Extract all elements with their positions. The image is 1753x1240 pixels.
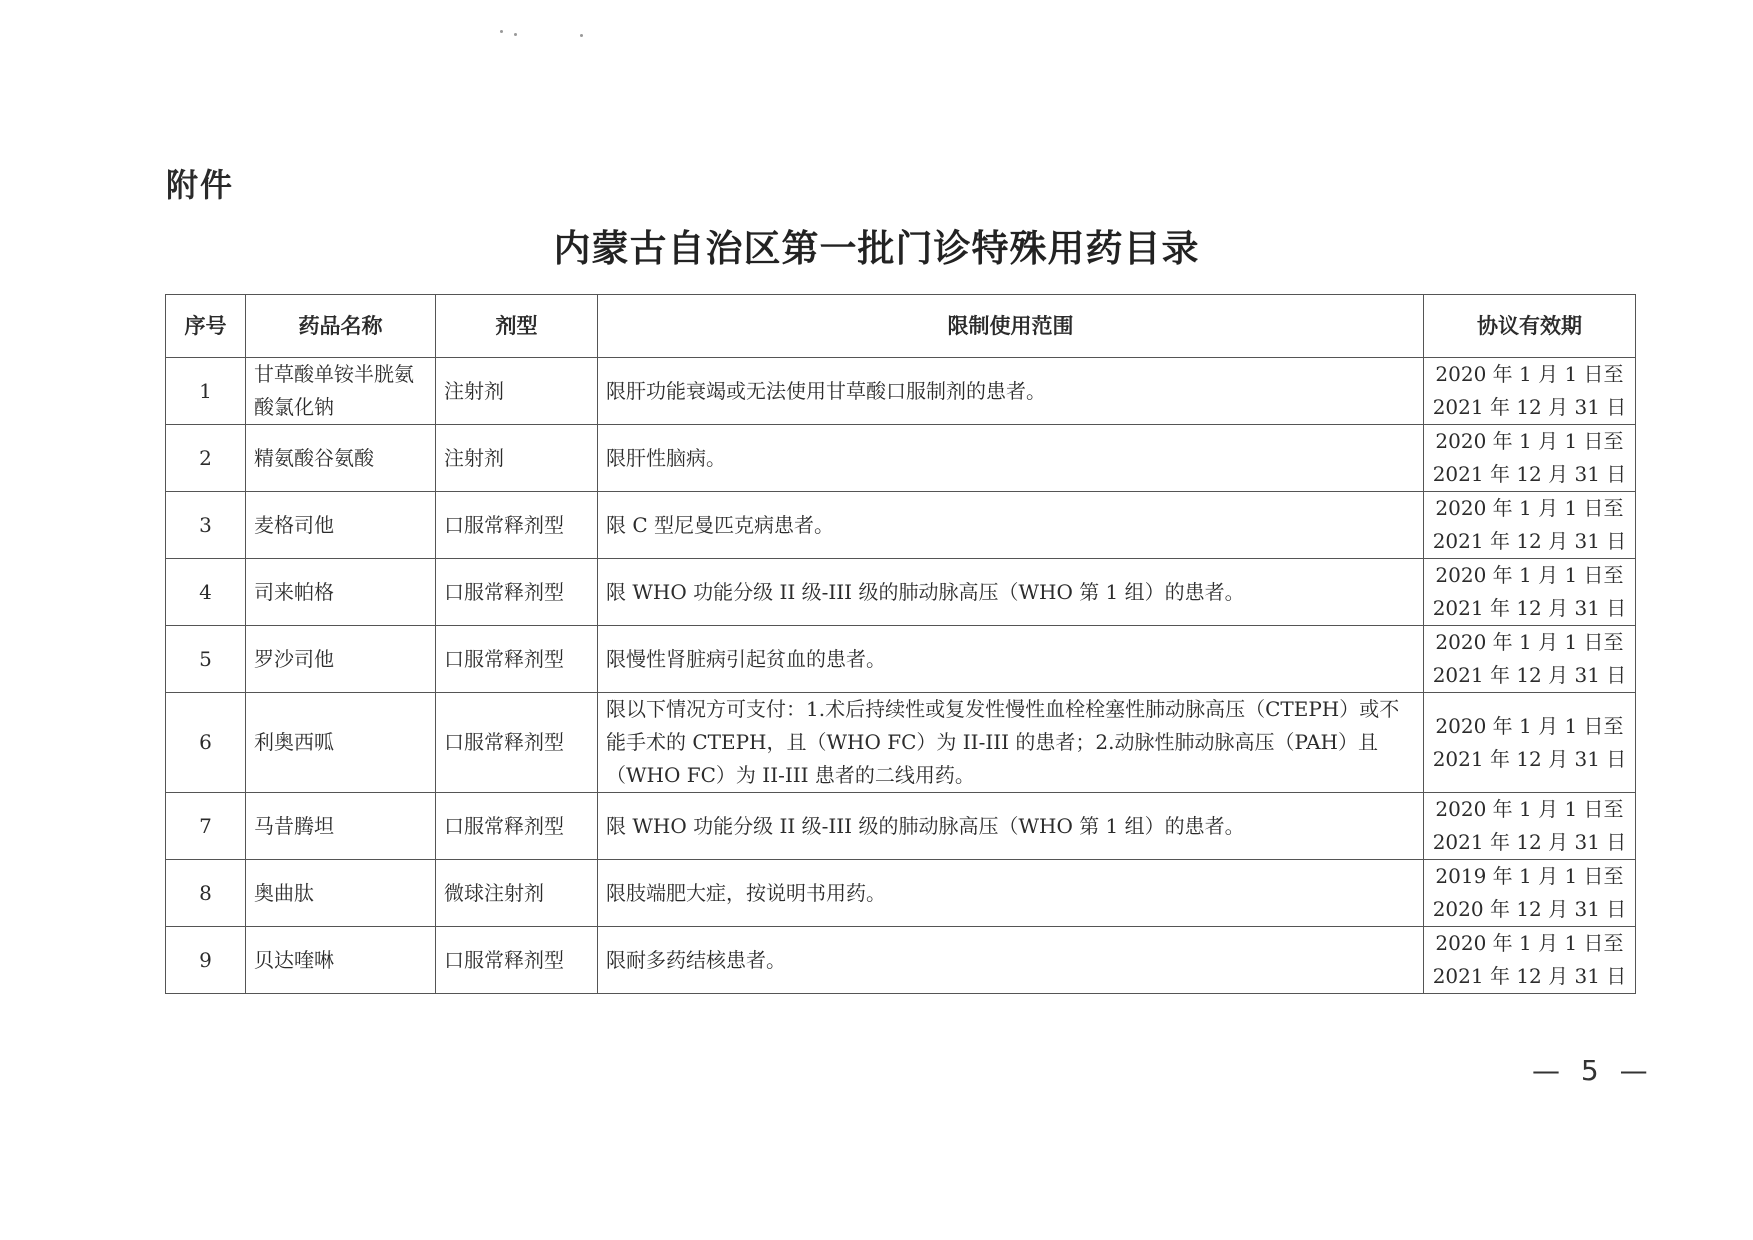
table-header-row <box>166 295 1636 358</box>
attachment-label: 附件 <box>166 166 235 204</box>
validity-period <box>1424 793 1636 860</box>
validity-period <box>1424 358 1636 425</box>
drug-name: 利奥西呱 <box>246 693 436 793</box>
header-validity: 协议有效期 <box>1424 295 1636 358</box>
validity-period <box>1424 492 1636 559</box>
validity-end: 2021 年 12 月 31 日 <box>1432 395 1627 419</box>
validity-start: 2020 年 1 月 1 日至 <box>1435 362 1624 386</box>
dosage-form: 注射剂 <box>436 358 598 425</box>
drug-name: 司来帕格 <box>246 559 436 626</box>
validity-start: 2020 年 1 月 1 日至 <box>1435 630 1624 654</box>
drug-name: 麦格司他 <box>246 492 436 559</box>
validity-start: 2019 年 1 月 1 日至 <box>1435 864 1624 888</box>
validity-end: 2021 年 12 月 31 日 <box>1432 830 1627 854</box>
scan-speck <box>500 30 503 33</box>
row-index: 7 <box>166 793 246 860</box>
validity-period <box>1424 425 1636 492</box>
table-row <box>166 793 1636 860</box>
usage-scope: 限 WHO 功能分级 II 级-III 级的肺动脉高压（WHO 第 1 组）的患者。 <box>598 793 1424 860</box>
validity-end: 2021 年 12 月 31 日 <box>1432 964 1627 988</box>
drug-catalog-table <box>165 294 1636 994</box>
table-row <box>166 927 1636 994</box>
header-name: 药品名称 <box>246 295 436 358</box>
usage-scope: 限肝性脑病。 <box>598 425 1424 492</box>
table-row <box>166 492 1636 559</box>
usage-scope: 限耐多药结核患者。 <box>598 927 1424 994</box>
row-index: 6 <box>166 693 246 793</box>
validity-end: 2021 年 12 月 31 日 <box>1432 596 1627 620</box>
row-index: 9 <box>166 927 246 994</box>
validity-period <box>1424 927 1636 994</box>
scan-speck <box>514 33 517 36</box>
usage-scope: 限肢端肥大症，按说明书用药。 <box>598 860 1424 927</box>
row-index: 1 <box>166 358 246 425</box>
table-row <box>166 358 1636 425</box>
usage-scope: 限慢性肾脏病引起贫血的患者。 <box>598 626 1424 693</box>
usage-scope: 限 WHO 功能分级 II 级-III 级的肺动脉高压（WHO 第 1 组）的患者。 <box>598 559 1424 626</box>
validity-start: 2020 年 1 月 1 日至 <box>1435 931 1624 955</box>
table-row <box>166 693 1636 793</box>
validity-period <box>1424 559 1636 626</box>
table-row <box>166 626 1636 693</box>
dosage-form: 口服常释剂型 <box>436 693 598 793</box>
usage-scope: 限以下情况方可支付：1.术后持续性或复发性慢性血栓栓塞性肺动脉高压（CTEPH）或不能手术的 CTEPH，且（WHO FC）为 II-III 的患者；2.动脉性肺动脉高压（PAH）且（WHO FC）为 II-III 患者的二线用药。 <box>598 693 1424 793</box>
dosage-form: 口服常释剂型 <box>436 559 598 626</box>
drug-name: 甘草酸单铵半胱氨酸氯化钠 <box>246 358 436 425</box>
scan-speck <box>580 34 583 37</box>
usage-scope: 限 C 型尼曼匹克病患者。 <box>598 492 1424 559</box>
validity-start: 2020 年 1 月 1 日至 <box>1435 713 1624 738</box>
row-index: 8 <box>166 860 246 927</box>
dosage-form: 口服常释剂型 <box>436 492 598 559</box>
drug-name: 贝达喹啉 <box>246 927 436 994</box>
dosage-form: 口服常释剂型 <box>436 793 598 860</box>
drug-name: 罗沙司他 <box>246 626 436 693</box>
header-index: 序号 <box>166 295 246 358</box>
usage-scope: 限肝功能衰竭或无法使用甘草酸口服制剂的患者。 <box>598 358 1424 425</box>
validity-period <box>1424 693 1636 793</box>
drug-name: 马昔腾坦 <box>246 793 436 860</box>
validity-end: 2020 年 12 月 31 日 <box>1432 897 1627 921</box>
page-number: — 5 — <box>1532 1054 1654 1087</box>
drug-name: 精氨酸谷氨酸 <box>246 425 436 492</box>
validity-end: 2021 年 12 月 31 日 <box>1432 663 1627 687</box>
dosage-form: 口服常释剂型 <box>436 626 598 693</box>
validity-start: 2020 年 1 月 1 日至 <box>1435 496 1624 520</box>
validity-period <box>1424 626 1636 693</box>
row-index: 2 <box>166 425 246 492</box>
drug-name: 奥曲肽 <box>246 860 436 927</box>
table-row <box>166 860 1636 927</box>
validity-period <box>1424 860 1636 927</box>
validity-start: 2020 年 1 月 1 日至 <box>1435 797 1624 821</box>
validity-start: 2020 年 1 月 1 日至 <box>1435 563 1624 587</box>
table-row <box>166 559 1636 626</box>
row-index: 4 <box>166 559 246 626</box>
dosage-form: 微球注射剂 <box>436 860 598 927</box>
validity-end: 2021 年 12 月 31 日 <box>1432 746 1627 771</box>
dosage-form: 口服常释剂型 <box>436 927 598 994</box>
page-title: 内蒙古自治区第一批门诊特殊用药目录 <box>553 227 1200 270</box>
row-index: 3 <box>166 492 246 559</box>
header-form: 剂型 <box>436 295 598 358</box>
dosage-form: 注射剂 <box>436 425 598 492</box>
row-index: 5 <box>166 626 246 693</box>
header-scope: 限制使用范围 <box>598 295 1424 358</box>
table-row <box>166 425 1636 492</box>
validity-end: 2021 年 12 月 31 日 <box>1432 462 1627 486</box>
validity-end: 2021 年 12 月 31 日 <box>1432 529 1627 553</box>
validity-start: 2020 年 1 月 1 日至 <box>1435 429 1624 453</box>
